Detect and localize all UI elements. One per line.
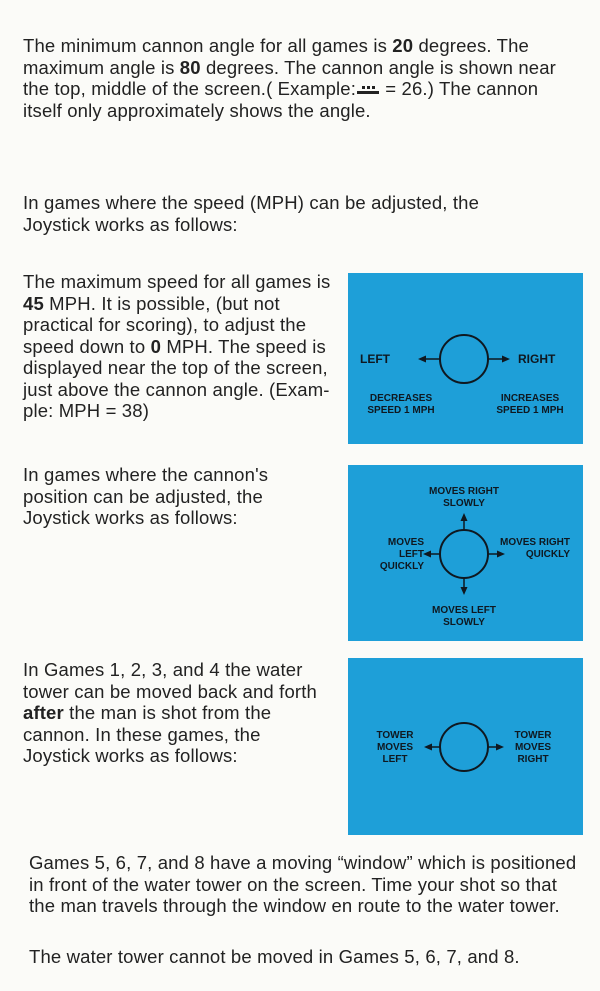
cannon-position-paragraph: In games where the cannon's position can be adjusted, the Joystick works as follows: [23, 464, 269, 528]
tower-moves-right-label: TOWER MOVES RIGHT [514, 730, 552, 765]
right-label: RIGHT [518, 352, 556, 366]
moves-right-slowly-label: MOVES RIGHT SLOWLY [428, 486, 499, 509]
after-emphasis: after [23, 702, 64, 723]
min-speed-value: 0 [150, 335, 162, 357]
max-speed-value: 45 [23, 292, 44, 314]
speed-intro-paragraph: In games where the speed (MPH) can be adjusted, the Joystick works as follows: [23, 192, 480, 235]
angle-example-glyph-icon [356, 84, 380, 96]
increases-speed-label: INCREASES SPEED 1 MPH [496, 393, 564, 416]
cannon-position-joystick-diagram [348, 465, 583, 641]
moves-right-quickly-label: MOVES RIGHT QUICKLY [499, 537, 570, 560]
moves-left-slowly-label: MOVES LEFT SLOWLY [432, 605, 496, 628]
water-tower-joystick-diagram [348, 658, 583, 835]
moving-window-paragraph: Games 5, 6, 7, and 8 have a moving “window” which is positioned in front of the water tower on the screen. Time your shot so that the man travels through the window en route to the water tower. [29, 852, 577, 916]
speed-joystick-diagram [348, 273, 583, 444]
min-angle-value: 20 [392, 35, 414, 56]
moves-left-quickly-label: MOVES LEFT QUICKLY [379, 537, 424, 572]
tower-moves-left-label: TOWER MOVES LEFT [376, 730, 414, 765]
cannon-angle-paragraph: The minimum cannon angle for all games is 20 degrees. The maximum angle is 80 degrees. The cannon angle is shown near the top, middle of the screen.( Example: = 26.) The cannon itself only approximately shows the angle. [23, 35, 556, 121]
max-angle-value: 80 [179, 56, 201, 78]
decreases-speed-label: DECREASES SPEED 1 MPH [367, 393, 435, 416]
left-label: LEFT [360, 352, 390, 366]
water-tower-paragraph: In Games 1, 2, 3, and 4 the water tower can be moved back and forth after the man is shot from the cannon. In these games, the Joystick works as follows: [23, 659, 317, 766]
tower-fixed-paragraph: The water tower cannot be moved in Games 5, 6, 7, and 8. [29, 946, 520, 967]
max-speed-paragraph: The maximum speed for all games is 45 MPH. It is possible, (but not practical for scoring), to adjust the speed down to 0 MPH. The speed is displayed near the top of the screen, just above the cannon angle. (Exam-ple: MPH = 38) [23, 271, 331, 421]
